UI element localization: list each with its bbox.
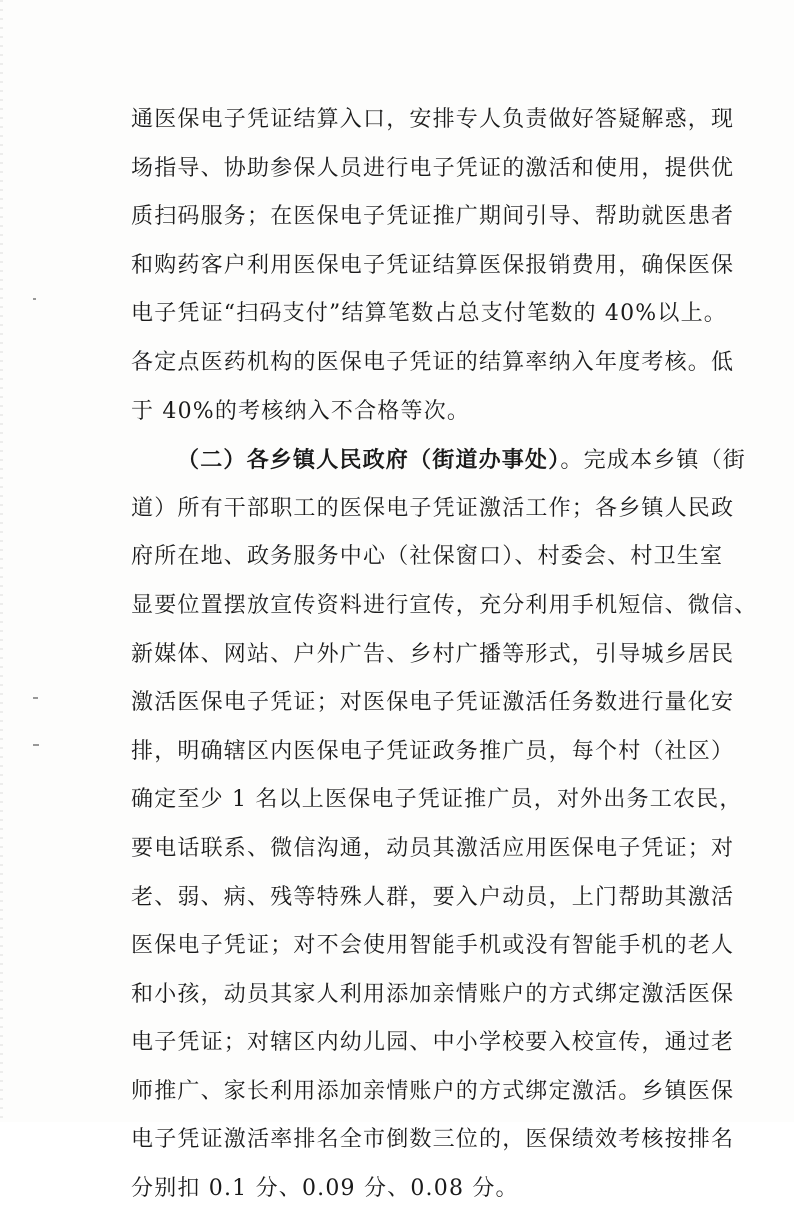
paragraph-line: 电子凭证“扫码支付”结算笔数占总支付笔数的 40%以上。 [131, 301, 727, 327]
paragraph-line: 师推广、家长利用添加亲情账户的方式绑定激活。乡镇医保 [131, 1078, 735, 1104]
paragraph-line: 和购药客户利用医保电子凭证结算医保报销费用，确保医保 [131, 252, 735, 278]
section-2-first-line [131, 436, 747, 485]
paragraph-line: 确定至少 1 名以上医保电子凭证推广员，对外出务工农民， [131, 787, 743, 813]
scan-mark [33, 697, 38, 699]
document-body [131, 96, 758, 1214]
section-2-heading: （二）各乡镇人民政府（街道办事处） [177, 447, 561, 474]
scan-mark [33, 298, 36, 300]
paragraph-line: 质扫码服务；在医保电子凭证推广期间引导、帮助就医患者 [131, 204, 735, 230]
paragraph-line: 老、弱、病、残等特殊人群，要入户动员，上门帮助其激活 [131, 884, 735, 910]
paragraph-line: 要电话联系、微信沟通，动员其激活应用医保电子凭证；对 [131, 835, 735, 861]
scan-edge-artifact [0, 0, 3, 1122]
paragraph-line: 分别扣 0.1 分、0.09 分、0.08 分。 [131, 1176, 519, 1202]
scan-mark [33, 744, 39, 746]
paragraph-line: 府所在地、政务服务中心（社保窗口）、村委会、村卫生室 [131, 544, 724, 570]
paragraph-line: 新媒体、网站、户外广告、乡村广播等形式，引导城乡居民 [131, 641, 735, 667]
paragraph-line: 排，明确辖区内医保电子凭证政务推广员，每个村（社区） [131, 738, 735, 764]
paragraph-line: 各定点医药机构的医保电子凭证的结算率纳入年度考核。低 [131, 349, 735, 375]
paragraph-line: 电子凭证激活率排名全市倒数三位的，医保绩效考核按排名 [131, 1127, 735, 1153]
paragraph-line: 医保电子凭证；对不会使用智能手机或没有智能手机的老人 [131, 933, 735, 959]
paragraph-line: 电子凭证；对辖区内幼儿园、中小学校要入校宣传，通过老 [131, 1030, 735, 1056]
paragraph-line: 通医保电子凭证结算入口，安排专人负责做好答疑解惑，现 [131, 107, 735, 132]
paragraph-line: 和小孩，动员其家人利用添加亲情账户的方式绑定激活医保 [131, 981, 735, 1007]
paragraph-line: 激活医保电子凭证；对医保电子凭证激活任务数进行量化安 [131, 690, 735, 716]
paragraph-line: 道）所有干部职工的医保电子凭证激活工作；各乡镇人民政 [131, 495, 735, 521]
paragraph-line: 显要位置摆放宣传资料进行宣传，充分利用手机短信、微信、 [131, 592, 758, 618]
section-2-first-line-text: 。完成本乡镇（街 [560, 448, 747, 474]
paragraph-line: 场指导、协助参保人员进行电子凭证的激活和使用，提供优 [131, 155, 735, 181]
paragraph-line: 于 40%的考核纳入不合格等次。 [131, 398, 471, 424]
